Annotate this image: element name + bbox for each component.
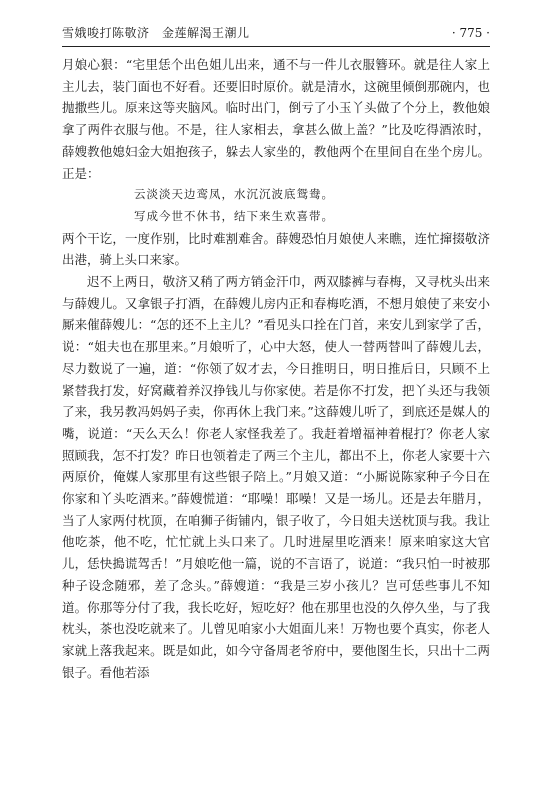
page-number: · 775 · (451, 26, 490, 40)
poem-line: 云淡淡天边鸾凤，水沉沉波底鸳鸯。 (134, 187, 334, 202)
paragraph: 迟不上两日，敬济又稍了两方销金汗巾，两双膝裤与春梅，又寻枕头出来与薛嫂儿。又拿银子打酒，在薛嫂儿房内正和春梅吃酒，不想月娘使了来安小厮来催薛嫂儿：“怎的还不上主儿？”看见头口拴在门首，来安儿到家学了舌，说：“姐夫也在那里来。”月娘听了，心中大怒，使人一替两替叫了薛嫂儿去，尽力数说了一遍，道：“你领了奴才去，今日推明日，明日推后日，只顾不上紧替我打发，好窝藏着养汉挣钱儿与你家使。若是你不打发，把丫头还与我领了来，我另教冯妈妈子卖，你再休上我门来。”这薛嫂儿听了，到底还是媒人的嘴，说道：“天么天么！你老人家怪我差了。我赶着增福神着棍打？你老人家照顾我，怎不打发？昨日也领着走了两三个主儿，都出不上，你老人家要十六两原价，俺媒人家那里有这些银子陪上。”月娘又道：“小厮说陈家种子今日在你家和丫头吃酒来。”薛嫂慌道：“耶噪！耶噪！又是一场儿。还是去年腊月，当了人家两付枕顶，在咱狮子街铺内，银子收了，今日姐夫送枕顶与我。我让他吃茶，他不吃，忙忙就上头口来了。几时进屋里吃酒来！原来咱家这大官儿，恁快搗谎驾舌！”月娘吃他一篇，说的不言语了，说道：“我只怕一时被那种子设念随邪，差了念头。”薛嫂道：“我是三岁小孩儿？岂可恁些事儿不知道。你那等分付了我，我长吃好，短吃好？他在那里也没的久停久坐，与了我枕头，茶也没吃就来了。儿曾见咱家小大姐面儿来！万物也要个真实，你老人家就上落我起来。既是如此，如今守备周老爷府中，要他图生长，只出十二两银子。看他若添 (62, 274, 490, 680)
poem-line: 写成今世不休书，结下来生欢喜带。 (134, 208, 334, 223)
header-rule (62, 46, 490, 47)
running-header (62, 24, 490, 42)
page-body (62, 54, 490, 683)
chapter-title: 雪娥唆打陈敬济 金莲解渴王潮儿 (62, 26, 250, 40)
paragraph: 两个干讫，一度作别，比时难割难舍。薛嫂恐怕月娘使人来瞧，连忙撺掇敬济出港，骑上头口来家。 (62, 230, 490, 268)
paragraph: 月娘心狠：“宅里恁个出色姐儿出来，通不与一件儿衣服簪环。就是往人家上主儿去，装门面也不好看。还要旧时原价。就是清水，这碗里倾倒那碗内，也抛撒些儿。原来这等夹脑风。临时出门，倒亏了小玉丫头做了个分上，教他娘拿了两件衣服与他。不是，往人家相去，拿甚么做上盖？”比及吃得酒浓时，薛嫂教他媳妇金大姐抱孩子，躲去人家坐的，教他两个在里间自在坐个房儿。正是： (62, 57, 490, 181)
